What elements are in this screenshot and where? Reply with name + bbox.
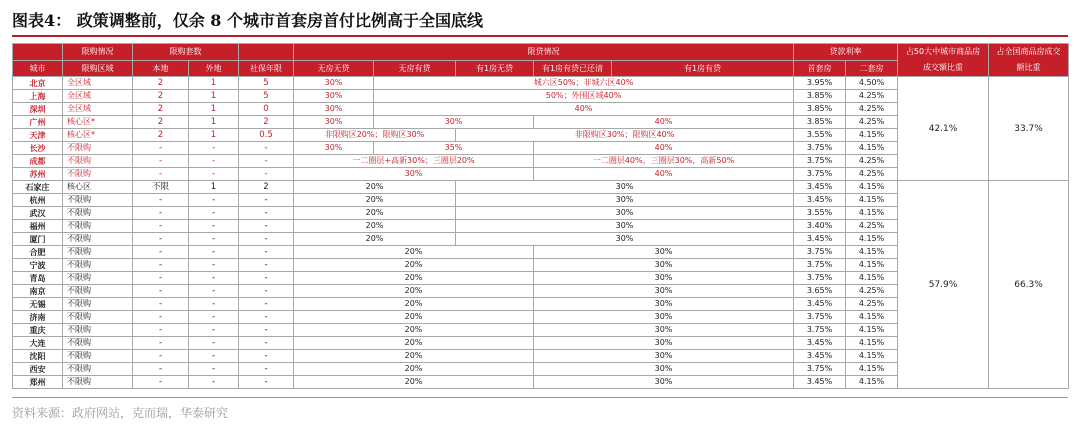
- second-home-rate-cell: 4.15%: [846, 246, 898, 259]
- second-home-rate-cell: 4.15%: [846, 337, 898, 350]
- second-home-rate-cell: 4.15%: [846, 324, 898, 337]
- purchase-area-cell: 不限购: [63, 376, 133, 389]
- loan-cell: 20%: [294, 207, 456, 220]
- loan-cell: 30%: [294, 168, 534, 181]
- nonlocal-sets-cell: -: [189, 298, 239, 311]
- second-home-rate-cell: 4.25%: [846, 220, 898, 233]
- nonlocal-sets-cell: -: [189, 363, 239, 376]
- loan-cell: 30%: [534, 363, 794, 376]
- social-years-cell: -: [239, 311, 294, 324]
- footer-rule: [12, 397, 1068, 398]
- second-home-rate-cell: 4.15%: [846, 194, 898, 207]
- loan-cell: 30%: [294, 77, 374, 90]
- purchase-area-cell: 全区域: [63, 77, 133, 90]
- city-cell: 石家庄: [13, 181, 63, 194]
- city-cell: 苏州: [13, 168, 63, 181]
- purchase-area-cell: 不限购: [63, 324, 133, 337]
- first-home-rate-cell: 3.55%: [794, 129, 846, 142]
- first-home-rate-cell: 3.75%: [794, 311, 846, 324]
- social-years-cell: 2: [239, 116, 294, 129]
- city-cell: 合肥: [13, 246, 63, 259]
- header-blank: [13, 44, 63, 61]
- social-years-cell: -: [239, 324, 294, 337]
- table-row: [13, 181, 1069, 194]
- purchase-area-cell: 不限购: [63, 220, 133, 233]
- header-nonlocal: 外地: [189, 61, 239, 77]
- nonlocal-sets-cell: -: [189, 350, 239, 363]
- share-national-cell: 66.3%: [989, 181, 1069, 389]
- city-cell: 青岛: [13, 272, 63, 285]
- loan-cell: 20%: [294, 272, 534, 285]
- nonlocal-sets-cell: 1: [189, 90, 239, 103]
- loan-cell: 30%: [456, 194, 794, 207]
- header-share-national: 占全国商品房成交额比重: [989, 44, 1069, 77]
- header-sets-group: 限购套数: [133, 44, 239, 61]
- loan-cell: 30%: [534, 376, 794, 389]
- nonlocal-sets-cell: -: [189, 142, 239, 155]
- social-years-cell: -: [239, 220, 294, 233]
- first-home-rate-cell: 3.75%: [794, 246, 846, 259]
- purchase-area-cell: 不限购: [63, 233, 133, 246]
- loan-cell: 非限购区30%；限购区40%: [456, 129, 794, 142]
- local-sets-cell: -: [133, 285, 189, 298]
- loan-cell: 30%: [534, 311, 794, 324]
- nonlocal-sets-cell: -: [189, 233, 239, 246]
- loan-cell: 一二圈层+高新30%；三圈层20%: [294, 155, 534, 168]
- share-share50-cell: 57.9%: [898, 181, 989, 389]
- local-sets-cell: -: [133, 324, 189, 337]
- purchase-area-cell: 不限购: [63, 259, 133, 272]
- loan-cell: 30%: [534, 272, 794, 285]
- loan-cell: 30%: [294, 116, 374, 129]
- loan-cell: 40%: [534, 116, 794, 129]
- second-home-rate-cell: 4.25%: [846, 155, 898, 168]
- loan-cell: 40%: [534, 142, 794, 155]
- city-cell: 北京: [13, 77, 63, 90]
- social-years-cell: -: [239, 376, 294, 389]
- first-home-rate-cell: 3.45%: [794, 350, 846, 363]
- city-cell: 天津: [13, 129, 63, 142]
- loan-cell: 35%: [374, 142, 534, 155]
- city-cell: 无锡: [13, 298, 63, 311]
- social-years-cell: -: [239, 233, 294, 246]
- local-sets-cell: -: [133, 246, 189, 259]
- nonlocal-sets-cell: -: [189, 311, 239, 324]
- social-years-cell: -: [239, 155, 294, 168]
- second-home-rate-cell: 4.15%: [846, 350, 898, 363]
- first-home-rate-cell: 3.40%: [794, 220, 846, 233]
- first-home-rate-cell: 3.45%: [794, 298, 846, 311]
- first-home-rate-cell: 3.75%: [794, 142, 846, 155]
- social-years-cell: 0: [239, 103, 294, 116]
- nonlocal-sets-cell: -: [189, 194, 239, 207]
- purchase-area-cell: 不限购: [63, 207, 133, 220]
- loan-cell: 非限购区20%；限购区30%: [294, 129, 456, 142]
- second-home-rate-cell: 4.15%: [846, 272, 898, 285]
- second-home-rate-cell: 4.25%: [846, 168, 898, 181]
- social-years-cell: 5: [239, 77, 294, 90]
- city-cell: 长沙: [13, 142, 63, 155]
- local-sets-cell: -: [133, 155, 189, 168]
- loan-cell: 20%: [294, 246, 534, 259]
- local-sets-cell: 不限: [133, 181, 189, 194]
- social-years-cell: -: [239, 350, 294, 363]
- loan-cell: 城六区50%；非城六区40%: [374, 77, 794, 90]
- social-years-cell: -: [239, 272, 294, 285]
- social-years-cell: 2: [239, 181, 294, 194]
- social-years-cell: -: [239, 298, 294, 311]
- nonlocal-sets-cell: -: [189, 337, 239, 350]
- first-home-rate-cell: 3.95%: [794, 77, 846, 90]
- first-home-rate-cell: 3.75%: [794, 155, 846, 168]
- city-cell: 成都: [13, 155, 63, 168]
- loan-cell: 30%: [294, 142, 374, 155]
- nonlocal-sets-cell: -: [189, 324, 239, 337]
- first-home-rate-cell: 3.85%: [794, 103, 846, 116]
- city-cell: 重庆: [13, 324, 63, 337]
- local-sets-cell: -: [133, 207, 189, 220]
- header-one-house-with-loan: 有1房有贷: [612, 61, 794, 77]
- first-home-rate-cell: 3.45%: [794, 337, 846, 350]
- loan-cell: 20%: [294, 311, 534, 324]
- loan-cell: 20%: [294, 337, 534, 350]
- purchase-area-cell: 不限购: [63, 142, 133, 155]
- loan-cell: 20%: [294, 350, 534, 363]
- city-cell: 福州: [13, 220, 63, 233]
- city-cell: 西安: [13, 363, 63, 376]
- loan-cell: 30%: [534, 259, 794, 272]
- first-home-rate-cell: 3.45%: [794, 376, 846, 389]
- city-cell: 厦门: [13, 233, 63, 246]
- header-first-home: 首套房: [794, 61, 846, 77]
- first-home-rate-cell: 3.75%: [794, 363, 846, 376]
- first-home-rate-cell: 3.45%: [794, 194, 846, 207]
- second-home-rate-cell: 4.25%: [846, 285, 898, 298]
- local-sets-cell: 2: [133, 103, 189, 116]
- local-sets-cell: -: [133, 272, 189, 285]
- purchase-area-cell: 核心区*: [63, 116, 133, 129]
- header-social-years: 社保年限: [239, 61, 294, 77]
- loan-cell: 20%: [294, 298, 534, 311]
- loan-cell: 一二圈层40%，三圈层30%，高新50%: [534, 155, 794, 168]
- loan-cell: 30%: [456, 207, 794, 220]
- purchase-area-cell: 不限购: [63, 168, 133, 181]
- first-home-rate-cell: 3.75%: [794, 272, 846, 285]
- source-note: 资料来源：政府网站，克而瑞，华泰研究: [12, 406, 229, 420]
- first-home-rate-cell: 3.85%: [794, 116, 846, 129]
- local-sets-cell: -: [133, 363, 189, 376]
- nonlocal-sets-cell: -: [189, 168, 239, 181]
- local-sets-cell: 2: [133, 90, 189, 103]
- local-sets-cell: 2: [133, 77, 189, 90]
- header-local: 本地: [133, 61, 189, 77]
- city-cell: 武汉: [13, 207, 63, 220]
- second-home-rate-cell: 4.15%: [846, 207, 898, 220]
- city-cell: 杭州: [13, 194, 63, 207]
- first-home-rate-cell: 3.55%: [794, 207, 846, 220]
- nonlocal-sets-cell: 1: [189, 103, 239, 116]
- local-sets-cell: -: [133, 337, 189, 350]
- social-years-cell: -: [239, 142, 294, 155]
- purchase-area-cell: 不限购: [63, 363, 133, 376]
- purchase-area-cell: 核心区*: [63, 129, 133, 142]
- nonlocal-sets-cell: -: [189, 376, 239, 389]
- nonlocal-sets-cell: -: [189, 220, 239, 233]
- local-sets-cell: -: [133, 311, 189, 324]
- header-one-house-no-loan: 有1房无贷: [456, 61, 534, 77]
- second-home-rate-cell: 4.15%: [846, 363, 898, 376]
- loan-cell: 30%: [456, 220, 794, 233]
- loan-cell: 30%: [456, 181, 794, 194]
- first-home-rate-cell: 3.45%: [794, 181, 846, 194]
- nonlocal-sets-cell: 1: [189, 77, 239, 90]
- nonlocal-sets-cell: -: [189, 285, 239, 298]
- figure-title: 图表4： 政策调整前，仅余 8 个城市首套房首付比例高于全国底线: [12, 11, 483, 30]
- loan-cell: 30%: [534, 324, 794, 337]
- header-no-house-no-loan: 无房无贷: [294, 61, 374, 77]
- social-years-cell: -: [239, 337, 294, 350]
- loan-cell: 20%: [294, 194, 456, 207]
- local-sets-cell: 2: [133, 129, 189, 142]
- first-home-rate-cell: 3.85%: [794, 90, 846, 103]
- purchase-area-cell: 全区域: [63, 103, 133, 116]
- second-home-rate-cell: 4.15%: [846, 259, 898, 272]
- loan-cell: 30%: [456, 233, 794, 246]
- city-cell: 南京: [13, 285, 63, 298]
- purchase-area-cell: 不限购: [63, 337, 133, 350]
- city-cell: 宁波: [13, 259, 63, 272]
- header-one-house-loan-cleared: 有1房有贷已还清: [534, 61, 612, 77]
- loan-cell: 20%: [294, 220, 456, 233]
- purchase-area-cell: 全区域: [63, 90, 133, 103]
- social-years-cell: -: [239, 168, 294, 181]
- header-city: 城市: [13, 61, 63, 77]
- social-years-cell: -: [239, 194, 294, 207]
- loan-cell: 20%: [294, 259, 534, 272]
- city-cell: 广州: [13, 116, 63, 129]
- second-home-rate-cell: 4.25%: [846, 103, 898, 116]
- loan-cell: 30%: [534, 285, 794, 298]
- table-row: [13, 77, 1069, 90]
- local-sets-cell: -: [133, 350, 189, 363]
- header-loan-group: 限贷情况: [294, 44, 794, 61]
- purchase-area-cell: 不限购: [63, 246, 133, 259]
- loan-cell: 30%: [534, 350, 794, 363]
- nonlocal-sets-cell: 1: [189, 181, 239, 194]
- loan-cell: 40%: [374, 103, 794, 116]
- city-cell: 郑州: [13, 376, 63, 389]
- loan-cell: 30%: [294, 90, 374, 103]
- social-years-cell: 5: [239, 90, 294, 103]
- second-home-rate-cell: 4.50%: [846, 77, 898, 90]
- header-share50: 占50大中城市商品房成交額比重: [898, 44, 989, 77]
- loan-cell: 30%: [534, 298, 794, 311]
- header-rate-group: 贷款利率: [794, 44, 898, 61]
- local-sets-cell: -: [133, 220, 189, 233]
- purchase-area-cell: 核心区: [63, 181, 133, 194]
- local-sets-cell: -: [133, 168, 189, 181]
- purchase-area-cell: 不限购: [63, 298, 133, 311]
- first-home-rate-cell: 3.75%: [794, 259, 846, 272]
- loan-cell: 40%: [534, 168, 794, 181]
- title-rule: [12, 35, 1068, 37]
- loan-cell: 30%: [374, 116, 534, 129]
- second-home-rate-cell: 4.25%: [846, 90, 898, 103]
- purchase-area-cell: 不限购: [63, 285, 133, 298]
- city-cell: 上海: [13, 90, 63, 103]
- nonlocal-sets-cell: -: [189, 259, 239, 272]
- social-years-cell: -: [239, 207, 294, 220]
- header-second-home: 二套房: [846, 61, 898, 77]
- nonlocal-sets-cell: 1: [189, 116, 239, 129]
- loan-cell: 30%: [534, 337, 794, 350]
- local-sets-cell: -: [133, 259, 189, 272]
- header-purchase-group: 限购情况: [63, 44, 133, 61]
- purchase-area-cell: 不限购: [63, 350, 133, 363]
- nonlocal-sets-cell: -: [189, 207, 239, 220]
- purchase-area-cell: 不限购: [63, 155, 133, 168]
- loan-cell: 20%: [294, 285, 534, 298]
- loan-cell: 20%: [294, 376, 534, 389]
- social-years-cell: -: [239, 259, 294, 272]
- second-home-rate-cell: 4.15%: [846, 376, 898, 389]
- header-blank2: [239, 44, 294, 61]
- header-purchase-area: 限购区域: [63, 61, 133, 77]
- loan-cell: 20%: [294, 233, 456, 246]
- second-home-rate-cell: 4.15%: [846, 142, 898, 155]
- loan-cell: 20%: [294, 324, 534, 337]
- policy-table: [12, 43, 1069, 389]
- loan-cell: 20%: [294, 181, 456, 194]
- local-sets-cell: -: [133, 233, 189, 246]
- nonlocal-sets-cell: -: [189, 155, 239, 168]
- first-home-rate-cell: 3.75%: [794, 168, 846, 181]
- loan-cell: 50%；外围区域40%: [374, 90, 794, 103]
- city-cell: 深圳: [13, 103, 63, 116]
- purchase-area-cell: 不限购: [63, 311, 133, 324]
- header-no-house-with-loan: 无房有贷: [374, 61, 456, 77]
- local-sets-cell: -: [133, 376, 189, 389]
- local-sets-cell: -: [133, 142, 189, 155]
- second-home-rate-cell: 4.15%: [846, 129, 898, 142]
- social-years-cell: -: [239, 285, 294, 298]
- share-share50-cell: 42.1%: [898, 77, 989, 181]
- first-home-rate-cell: 3.75%: [794, 324, 846, 337]
- loan-cell: 20%: [294, 363, 534, 376]
- local-sets-cell: -: [133, 194, 189, 207]
- second-home-rate-cell: 4.25%: [846, 116, 898, 129]
- first-home-rate-cell: 3.65%: [794, 285, 846, 298]
- loan-cell: 30%: [534, 246, 794, 259]
- second-home-rate-cell: 4.15%: [846, 233, 898, 246]
- nonlocal-sets-cell: -: [189, 272, 239, 285]
- first-home-rate-cell: 3.45%: [794, 233, 846, 246]
- share-national-cell: 33.7%: [989, 77, 1069, 181]
- loan-cell: 30%: [294, 103, 374, 116]
- city-cell: 济南: [13, 311, 63, 324]
- purchase-area-cell: 不限购: [63, 194, 133, 207]
- social-years-cell: -: [239, 363, 294, 376]
- social-years-cell: -: [239, 246, 294, 259]
- nonlocal-sets-cell: -: [189, 246, 239, 259]
- purchase-area-cell: 不限购: [63, 272, 133, 285]
- local-sets-cell: 2: [133, 116, 189, 129]
- second-home-rate-cell: 4.15%: [846, 181, 898, 194]
- second-home-rate-cell: 4.25%: [846, 298, 898, 311]
- social-years-cell: 0.5: [239, 129, 294, 142]
- city-cell: 沈阳: [13, 350, 63, 363]
- second-home-rate-cell: 4.15%: [846, 311, 898, 324]
- nonlocal-sets-cell: 1: [189, 129, 239, 142]
- local-sets-cell: -: [133, 298, 189, 311]
- city-cell: 大连: [13, 337, 63, 350]
